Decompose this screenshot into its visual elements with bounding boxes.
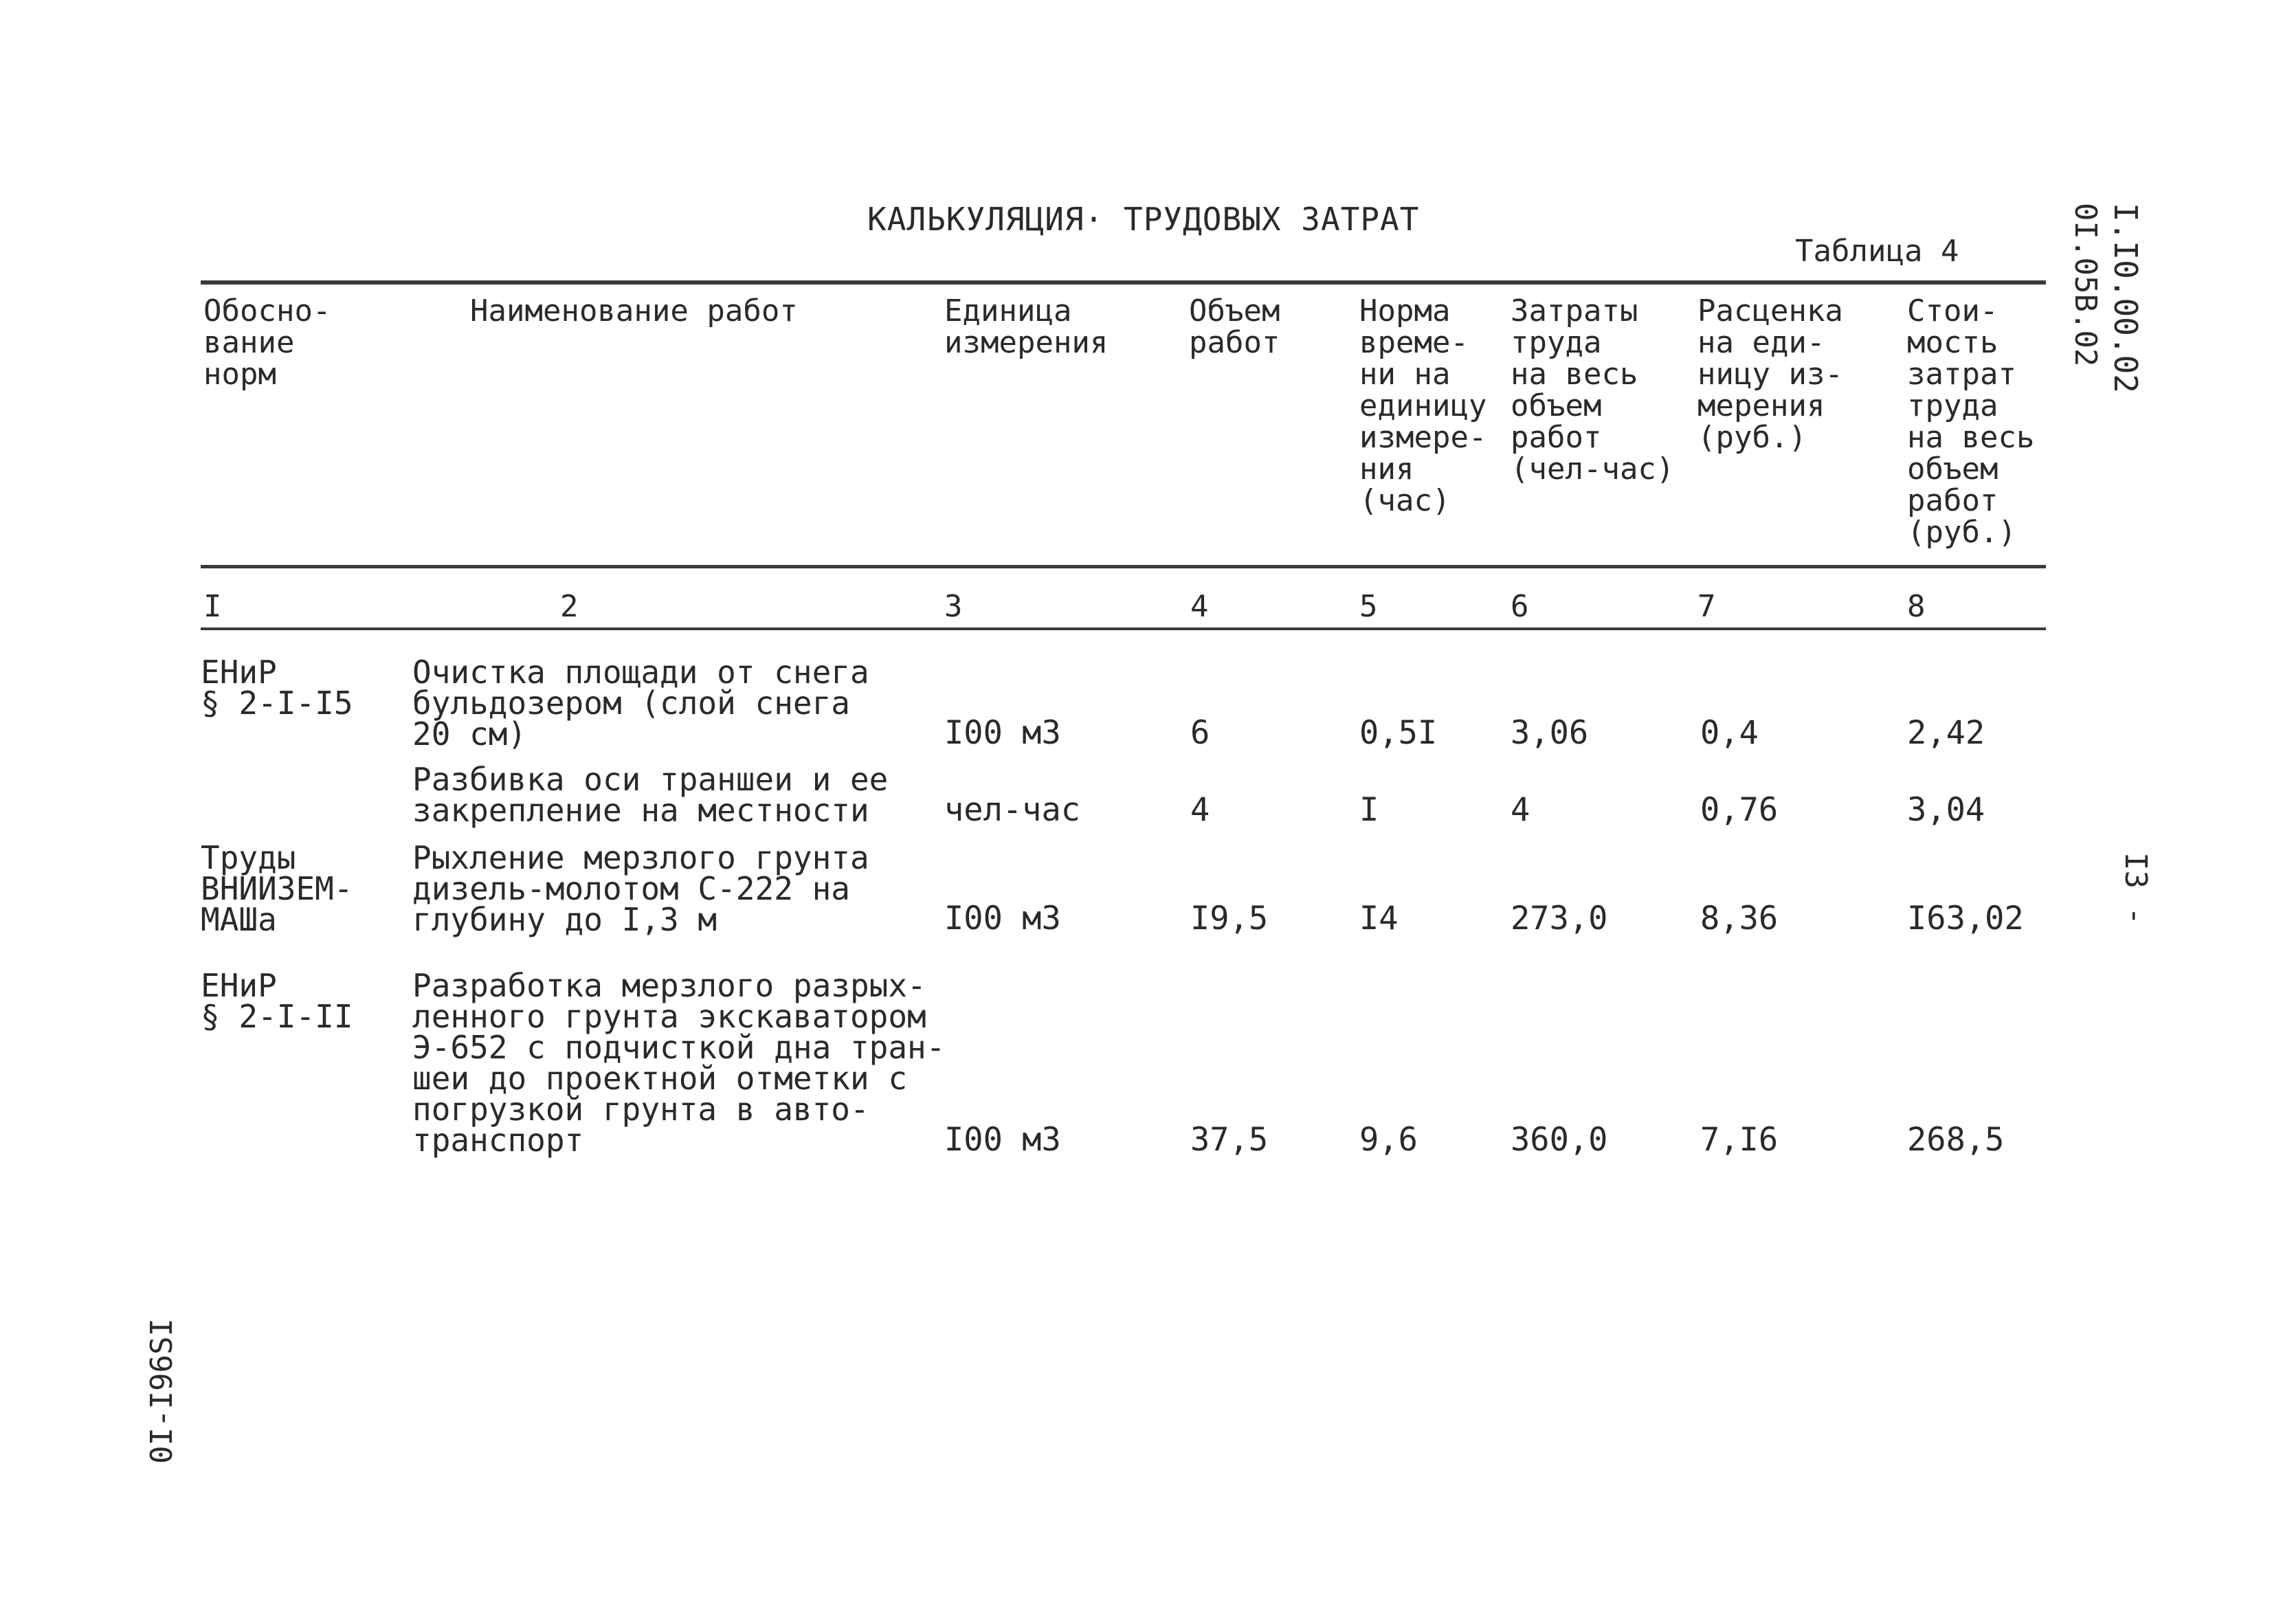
column-number-5: 5 (1359, 589, 1378, 624)
row-volume: 37,5 (1190, 1121, 1269, 1159)
row-unit: I00 м3 (944, 714, 1061, 752)
column-number-3: 3 (944, 589, 963, 624)
column-number-7: 7 (1697, 589, 1716, 624)
row-basis: Труды ВНИИЗЕМ- МАШа (201, 839, 353, 938)
side-code-secondary: 0I.05B.02 (2068, 203, 2103, 367)
page-title: КАЛЬКУЛЯЦИЯ· ТРУДОВЫХ ЗАТРАТ (867, 201, 1420, 238)
row-rate: 0,76 (1700, 791, 1779, 829)
column-number-1: I (203, 589, 222, 624)
row-name: Разбивка оси траншеи и ее закрепление на местности (412, 761, 889, 829)
header-labor: Затраты труда на весь объем работ (чел-час) (1511, 293, 1675, 487)
row-norm: I4 (1359, 900, 1399, 937)
row-cost: 2,42 (1907, 714, 1985, 752)
header-basis: Обосно- вание норм (203, 293, 331, 392)
row-unit: I00 м3 (944, 900, 1061, 937)
column-number-8: 8 (1907, 589, 1926, 624)
table-label: Таблица 4 (1795, 234, 1959, 269)
row-labor: 4 (1511, 791, 1530, 829)
row-rate: 0,4 (1700, 714, 1759, 752)
header-cost: Стои- мость затрат труда на весь объем работ (руб.) (1907, 293, 2035, 550)
row-norm: I (1359, 791, 1379, 829)
row-name: Рыхление мерзлого грунта дизель-молотом С-222 на глубину до I,3 м (412, 839, 869, 938)
row-name: Разработка мерзлого разрых- ленного грунта экскаватором Э-652 с подчисткой дна тран- шеи до проектной отметки с погрузкой грунта в авто- транспорт (412, 967, 946, 1159)
table-column-number-rule (201, 627, 2046, 630)
row-rate: 8,36 (1700, 900, 1779, 937)
row-cost: 268,5 (1907, 1121, 2005, 1159)
column-number-4: 4 (1190, 589, 1209, 624)
row-rate: 7,I6 (1700, 1121, 1779, 1159)
side-code-primary: I.I0.00.02 (2107, 203, 2144, 393)
row-labor: 273,0 (1511, 900, 1608, 937)
page-number: I3 - (2118, 852, 2153, 925)
header-rate: Расценка на еди- ницу из- мерения (руб.) (1697, 293, 1843, 455)
column-number-2: 2 (560, 589, 579, 624)
header-norm: Норма време- ни на единицу измере- ния (час) (1359, 293, 1487, 518)
row-unit: I00 м3 (944, 1121, 1061, 1159)
row-basis: ЕНиР § 2-I-I5 (201, 654, 353, 722)
header-volume: Объем работ (1189, 293, 1280, 360)
row-norm: 9,6 (1359, 1121, 1418, 1159)
doc-code: 0I-I96SI (144, 1318, 179, 1464)
row-labor: 360,0 (1511, 1121, 1608, 1159)
column-number-6: 6 (1511, 589, 1529, 624)
row-name: Очистка площади от снега бульдозером (слой снега 20 см) (412, 654, 869, 753)
row-labor: 3,06 (1511, 714, 1589, 752)
header-unit: Единица измерения (944, 293, 1109, 360)
row-norm: 0,5I (1359, 714, 1438, 752)
table-header-rule (201, 565, 2046, 568)
row-basis: ЕНиР § 2-I-II (201, 967, 353, 1035)
row-cost: I63,02 (1907, 900, 2024, 937)
header-name: Наименование работ (470, 293, 798, 329)
row-volume: 6 (1190, 714, 1210, 752)
table-top-rule (201, 280, 2046, 285)
row-volume: 4 (1190, 791, 1210, 829)
row-cost: 3,04 (1907, 791, 1985, 829)
row-unit: чел-час (944, 791, 1081, 829)
row-volume: I9,5 (1190, 900, 1269, 937)
